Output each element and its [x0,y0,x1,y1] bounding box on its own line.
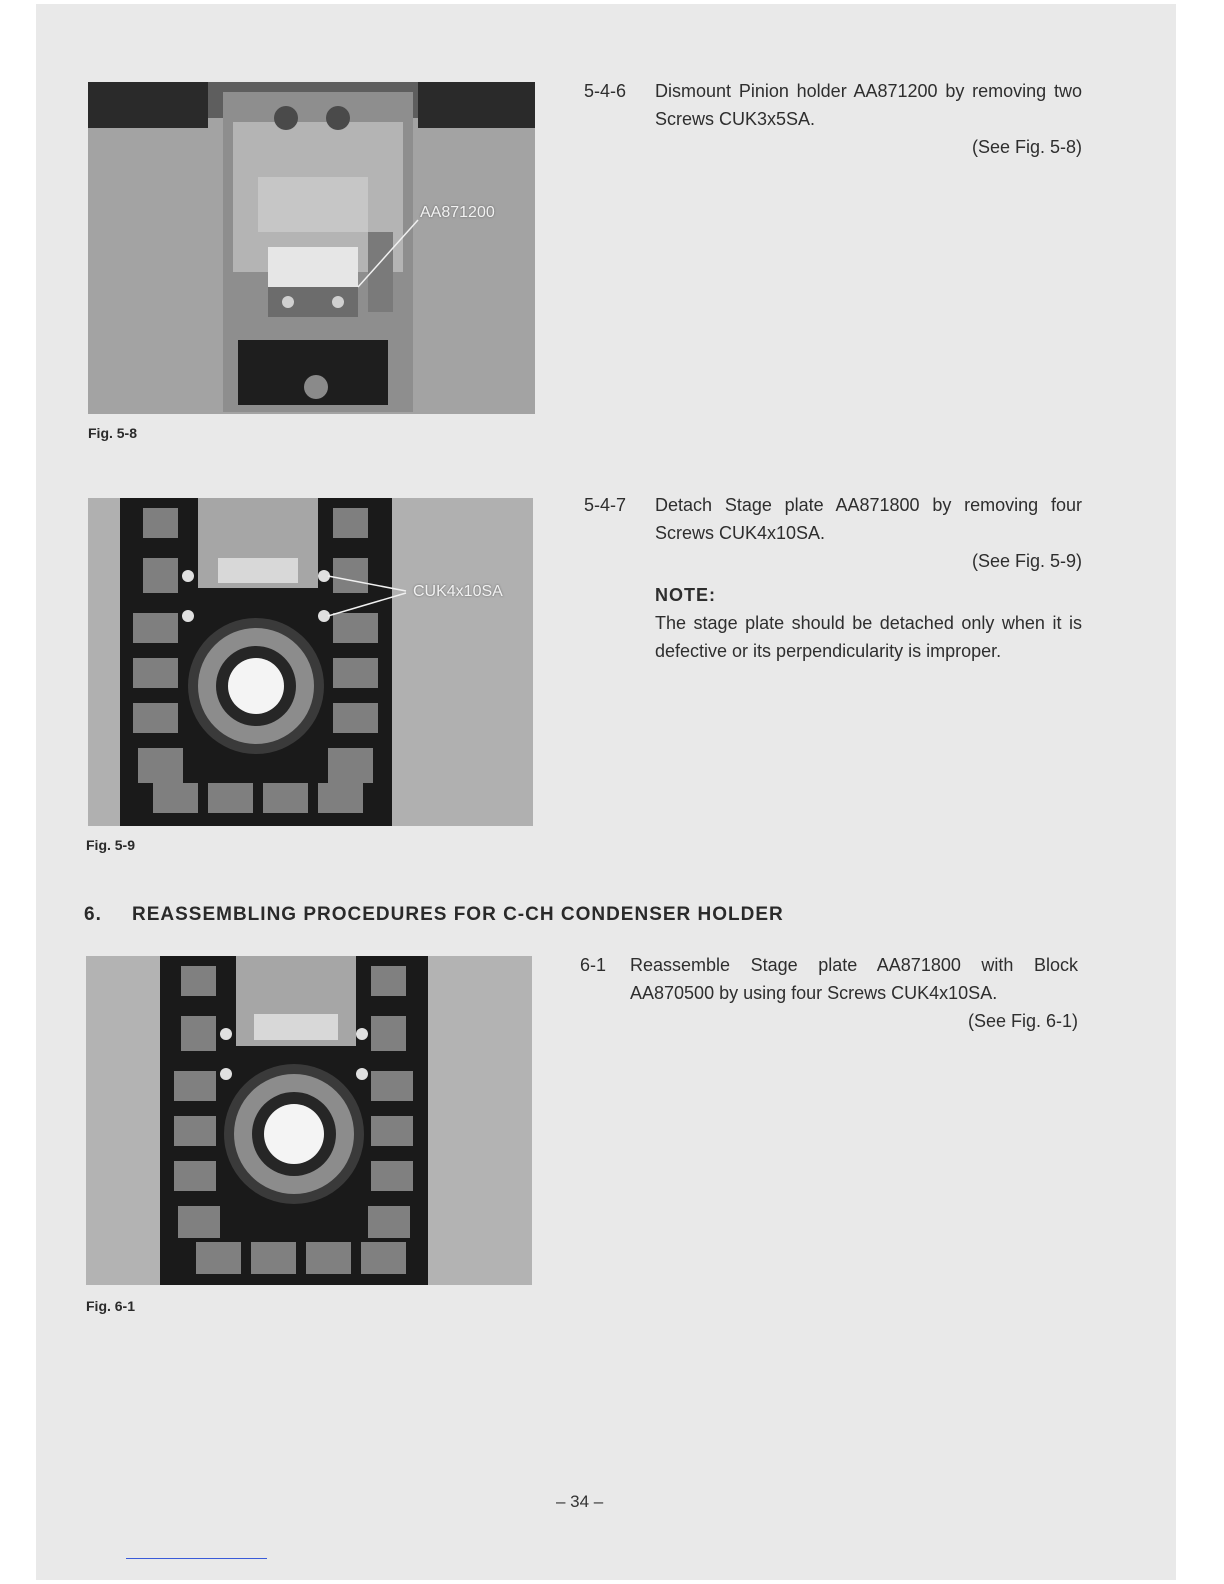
figure-5-8-callout: AA871200 [420,204,495,221]
section-heading [84,904,784,926]
step-number: 5-4-7 [584,495,627,515]
figure-6-1-photo [86,956,532,1285]
figure-5-8-caption: Fig. 5-8 [88,425,138,441]
figure-5-9-photo [88,498,533,826]
figure-5-8-photo [88,82,535,414]
stage-plate-reassembled-photo [86,956,532,1285]
footer-rule [126,1558,267,1559]
note-heading: NOTE: [655,585,716,605]
stage-plate-photo [88,498,533,826]
section-title: REASSEMBLING PROCEDURES FOR C-CH CONDENSER HOLDER [132,904,784,925]
figure-reference: (See Fig. 6-1) [967,1011,1078,1031]
step-text: Detach Stage plate AA871800 by removing four Screws CUK4x10SA. [655,495,1082,543]
figure-reference: (See Fig. 5-9) [971,551,1082,571]
section-number: 6. [84,904,102,925]
figure-reference: (See Fig. 5-8) [971,137,1082,157]
step-5-4-6 [584,77,1082,167]
step-number: 5-4-6 [584,81,627,101]
step-text: Dismount Pinion holder AA871200 by removing two Screws CUK3x5SA. [655,81,1082,129]
figure-5-9-callout: CUK4x10SA [413,583,503,600]
figure-6-1-caption: Fig. 6-1 [86,1298,136,1314]
note-text: The stage plate should be detached only when it is defective or its perpendicularity is improper. [655,613,1082,661]
step-6-1 [580,951,1078,1041]
step-number: 6-1 [580,955,607,975]
figure-5-9-caption: Fig. 5-9 [86,837,136,853]
step-text: Reassemble Stage plate AA871800 with Block AA870500 by using four Screws CUK4x10SA. [630,955,1078,1003]
pinion-holder-photo [88,82,535,414]
step-5-4-7 [584,491,1082,671]
page-number: – 34 – [556,1492,604,1511]
